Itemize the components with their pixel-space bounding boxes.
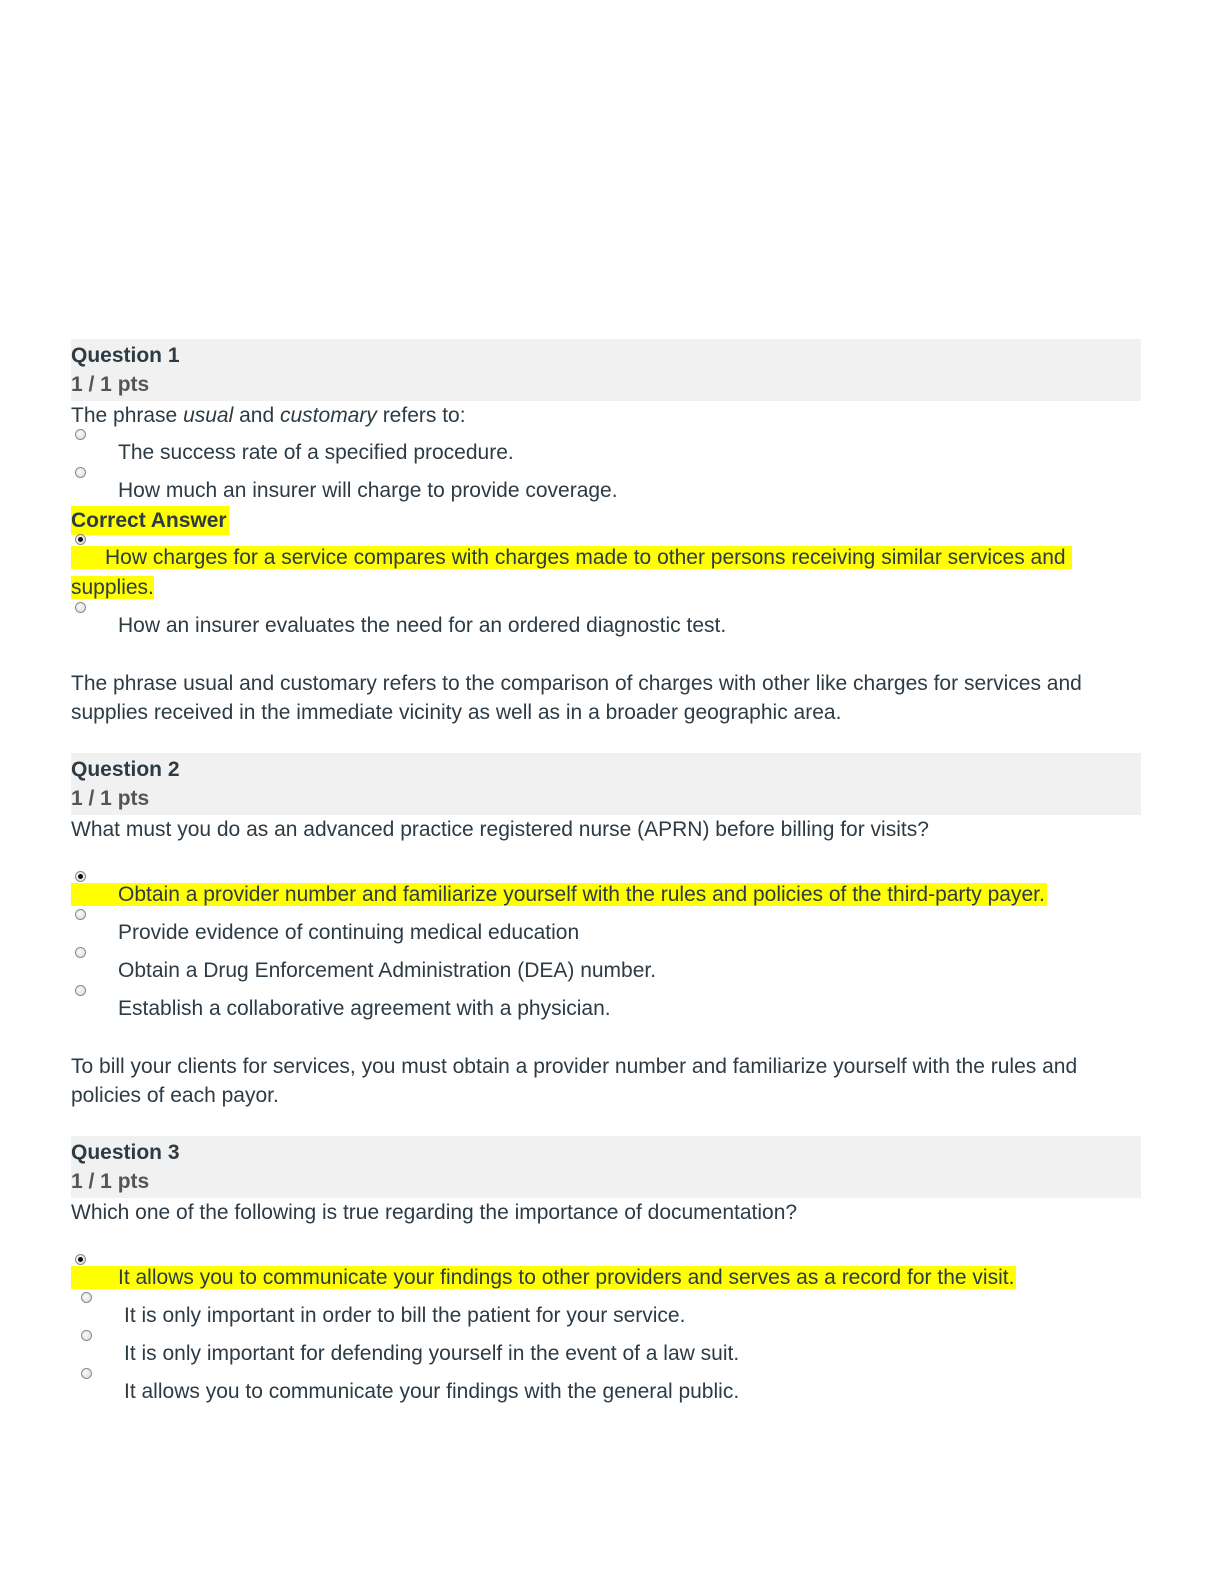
question-3-text: Which one of the following is true regarding the importance of documentation? <box>71 1201 798 1224</box>
radio-button-selected[interactable] <box>75 871 86 882</box>
answer-text: It allows you to communicate your findings with the general public. <box>124 1380 740 1403</box>
question-2-text: What must you do as an advanced practice registered nurse (APRN) before billing for visits? <box>71 818 929 841</box>
radio-button[interactable] <box>75 909 86 920</box>
answer-text: It allows you to communicate your findings to other providers and serves as a record for the visit. <box>71 1266 1016 1289</box>
radio-button[interactable] <box>81 1368 92 1379</box>
explanation-line: The phrase usual and customary refers to the comparison of charges with other like charges for services and <box>71 672 1082 695</box>
answer-option[interactable] <box>71 1339 1141 1369</box>
answer-text: Provide evidence of continuing medical education <box>118 921 580 944</box>
answer-option-correct[interactable] <box>71 543 1141 573</box>
answer-option[interactable] <box>71 994 1141 1024</box>
answer-option-correct[interactable] <box>71 1263 1141 1293</box>
answer-text: Obtain a provider number and familiarize yourself with the rules and policies of the third-party payer. <box>71 883 1047 906</box>
answer-option-correct-continued <box>71 573 1141 603</box>
answer-text-continued: supplies. <box>71 576 154 599</box>
question-2-explanation <box>71 1052 1141 1110</box>
radio-button[interactable] <box>75 429 86 440</box>
radio-button[interactable] <box>81 1292 92 1303</box>
question-3-points: 1 / 1 pts <box>71 1170 150 1193</box>
answer-option[interactable] <box>71 918 1141 948</box>
answer-option[interactable] <box>71 611 1141 641</box>
answer-text: How charges for a service compares with charges made to other persons receiving similar services and <box>71 546 1072 569</box>
answer-option[interactable] <box>71 438 1141 468</box>
question-3-header <box>71 1136 1141 1198</box>
radio-button-selected[interactable] <box>75 1254 86 1265</box>
question-2-title: Question 2 <box>71 758 180 781</box>
radio-button[interactable] <box>81 1330 92 1341</box>
question-1-explanation <box>71 669 1141 727</box>
question-2-header <box>71 753 1141 815</box>
question-1-header <box>71 339 1141 401</box>
radio-button-selected[interactable] <box>75 534 86 545</box>
explanation-line: supplies received in the immediate vicinity as well as in a broader geographic area. <box>71 701 842 724</box>
answer-option[interactable] <box>71 1377 1141 1407</box>
radio-button[interactable] <box>75 467 86 478</box>
radio-button[interactable] <box>75 985 86 996</box>
answer-text: The success rate of a specified procedure. <box>118 441 514 464</box>
quiz-results <box>71 339 1141 1407</box>
explanation-line: policies of each payor. <box>71 1084 279 1107</box>
question-1-title: Question 1 <box>71 344 180 367</box>
radio-button[interactable] <box>75 947 86 958</box>
question-1-text: The phrase usual and customary refers to: <box>71 404 466 427</box>
answer-option-correct[interactable] <box>71 880 1141 910</box>
answer-text: How an insurer evaluates the need for an ordered diagnostic test. <box>118 614 727 637</box>
answer-option[interactable] <box>71 476 1141 506</box>
answer-text: It is only important for defending yourself in the event of a law suit. <box>124 1342 740 1365</box>
answer-text: Establish a collaborative agreement with a physician. <box>118 997 611 1020</box>
answer-option[interactable] <box>71 956 1141 986</box>
question-3-title: Question 3 <box>71 1141 180 1164</box>
question-1-points: 1 / 1 pts <box>71 373 150 396</box>
correct-answer-label: Correct Answer <box>71 506 229 535</box>
answer-text: It is only important in order to bill the patient for your service. <box>124 1304 686 1327</box>
explanation-line: To bill your clients for services, you must obtain a provider number and familiarize yourself with the rules and <box>71 1055 1078 1078</box>
radio-button[interactable] <box>75 602 86 613</box>
answer-text: Obtain a Drug Enforcement Administration (DEA) number. <box>118 959 657 982</box>
question-2-points: 1 / 1 pts <box>71 787 150 810</box>
answer-text: How much an insurer will charge to provide coverage. <box>118 479 618 502</box>
answer-option[interactable] <box>71 1301 1141 1331</box>
